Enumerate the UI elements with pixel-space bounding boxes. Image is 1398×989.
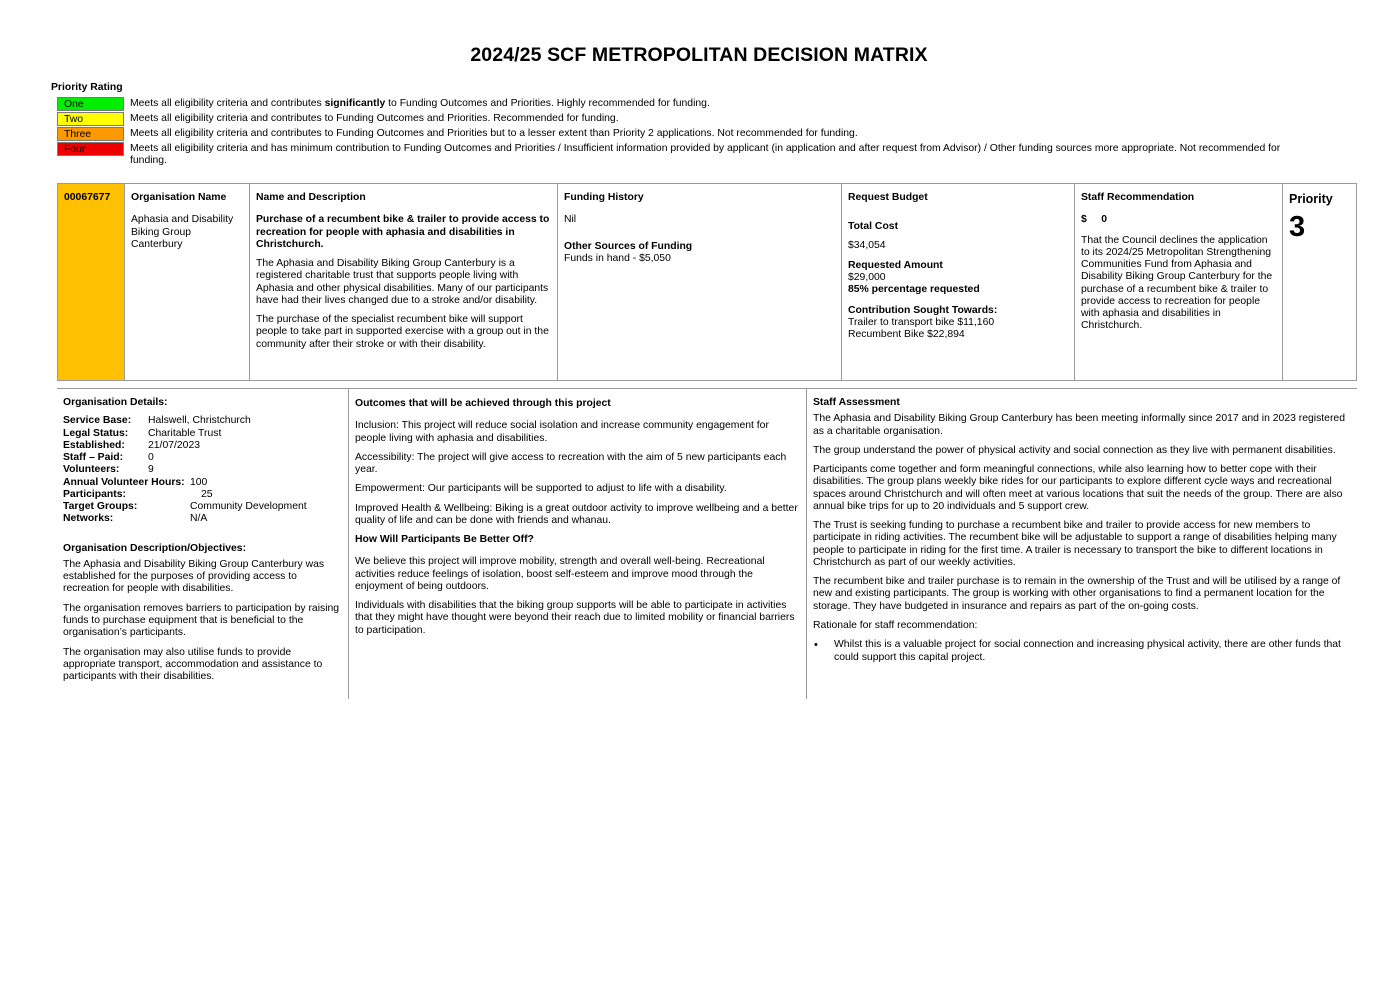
staff-recommendation-cell [1075,184,1283,380]
contribution-item: Trailer to transport bike $11,160 [848,316,995,328]
name-description-heading: Name and Description [256,192,366,203]
priority-cell [1283,184,1356,380]
staff-assessment-column [807,389,1357,699]
legend-desc-text: Meets all eligibility criteria and contributes [130,98,325,109]
rationale-list [813,639,1351,664]
total-cost-value: $34,054 [848,239,886,251]
outcome-item: Inclusion: This project will reduce social isolation and increase community engagement for people living with aphasia and disabilities. [355,420,769,444]
priority-value: 3 [1289,210,1306,243]
priority-rating-heading: Priority Rating [51,82,123,93]
other-funding-value: Funds in hand - $5,050 [564,252,671,264]
contribution-label: Contribution Sought Towards: [848,304,998,316]
percentage-requested: 85% percentage requested [848,284,980,296]
page-title: 2024/25 SCF METROPOLITAN DECISION MATRIX [470,44,928,66]
organisation-description: The Aphasia and Disability Biking Group Canterbury was established for the purposes of providing access to recreation for people with disabilities. [63,558,325,595]
recommended-amount: $ 0 [1081,214,1107,226]
staff-recommendation-text: That the Council declines the application to its 2024/25 Metropolitan Strengthening Communities Fund from Aphasia and Disability Biking Group Canterbury for the purchase of a recumbent bike & trailer to provide access to recreation for people with aphasia and disabilities in Christchurch. [1081,234,1273,332]
bullet-icon: • [814,639,818,652]
detail-value: Charitable Trust [148,427,222,439]
organisation-details-heading: Organisation Details: [63,397,168,408]
legend-desc-two: Meets all eligibility criteria and contributes to Funding Outcomes and Priorities. Recommended for funding. [130,113,619,124]
detail-row-staff-paid [63,452,342,464]
detail-value: 0 [148,452,154,464]
detail-value: 25 [201,488,213,500]
detail-value: 100 [190,476,208,488]
assessment-paragraph: The recumbent bike and trailer purchase is to remain in the ownership of the Trust and will be utilised by a range of new and existing participants. The group is working with other organisations to find a permanent location for the storage. They have budgeted in insurance and repairs as part of the on-going costs. [813,576,1341,612]
requested-amount-label: Requested Amount [848,259,943,271]
priority-heading: Priority [1289,192,1333,206]
priority-legend [57,97,1317,169]
organisation-details-column [57,389,349,699]
legend-desc-three: Meets all eligibility criteria and contributes to Funding Outcomes and Priorities but to a lesser extent than Priority 2 applications. Not recommended for funding. [130,128,858,139]
detail-value: 21/07/2023 [148,439,201,451]
request-budget-heading: Request Budget [848,192,928,203]
project-description-1: The Aphasia and Disability Biking Group Canterbury is a registered charitable trust that supports people living with Aphasia and other physical disabilities. Many of our participants have had their lives changed due to a stroke and/or disability. [256,258,549,306]
project-description-2: The purchase of the specialist recumbent bike will support people to take part in supported exercise with a group out in the community after their stroke or with their disability. [256,314,549,350]
outcomes-column [349,389,807,699]
detail-key: Participants: [63,488,126,500]
spacer [63,526,342,543]
assessment-paragraph: The group understand the power of physical activity and social connection as they live with permanent disabilities. [813,444,1336,456]
legend-swatch-three: Three [57,127,124,141]
legend-desc-one [124,97,1317,110]
organisation-description-heading: Organisation Description/Objectives: [63,542,247,554]
outcome-item: Improved Health & Wellbeing: Biking is a great outdoor activity to improve wellbeing and a better quality of life and can be done with friends and whanau. [355,502,798,526]
legend-row-three [57,127,1317,141]
application-id: 00067677 [58,184,125,380]
detail-key: Staff – Paid: [63,452,124,464]
assessment-paragraph: The Trust is seeking funding to purchase a recumbent bike and trailer to provide access for new members to participate in riding activities. The recumbent bike will be adjustable to support a range of disabilities helping many people to participate in riding for the first time. A trailer is necessary to transport the bike to different locations in Christchurch as part of our weekly activities. [813,520,1337,568]
details-section [57,389,1357,699]
staff-recommendation-heading: Staff Recommendation [1081,192,1195,203]
detail-key: Target Groups: [63,501,138,513]
detail-row-annual-hours [63,477,342,489]
other-funding-heading: Other Sources of Funding [564,240,693,252]
better-off-item: Individuals with disabilities that the biking group supports will be able to participate in activities that they might have thought were beyond their reach due to limited mobility or financial barriers to participation. [355,600,795,636]
better-off-heading: How Will Participants Be Better Off? [355,534,534,546]
decision-matrix-row [57,183,1357,381]
name-description-cell [250,184,558,380]
outcome-item: Accessibility: The project will give access to recreation with the aim of 5 new participants each year. [355,451,787,476]
legend-row-one [57,97,1317,111]
assessment-paragraph: Participants come together and form meaningful connections, while also learning how to better cope with their disabilities. The group plans weekly bike rides for our participants to explore different cycle ways and recreational spaces around Christchurch and will often meet at various locations that suit the needs of the group. There are also annual bike trips for up to 20 individuals and 5 support crew. [813,464,1343,512]
outcome-item: Empowerment: Our participants will be supported to adjust to life with a disability. [355,483,727,495]
funding-history-cell [558,184,842,380]
total-cost-label: Total Cost [848,221,899,233]
detail-value: Community Development [190,501,307,513]
staff-assessment-heading: Staff Assessment [813,397,900,408]
better-off-item: We believe this project will improve mobility, strength and overall well-being. Recreational activities reduce feelings of isolation, boost self-esteem and improve mood through the enjoyment of being outdoors. [355,556,765,592]
project-title: Purchase of a recumbent bike & trailer to provide access to recreation for people with aphasia and disabilities in Christchurch. [256,214,550,250]
funding-history-value: Nil [564,214,577,226]
detail-row-networks [63,513,342,525]
detail-value: Halswell, Christchurch [148,415,251,427]
rationale-heading: Rationale for staff recommendation: [813,619,978,631]
detail-row-established [63,440,342,452]
requested-amount-value: $29,000 [848,272,886,284]
funding-history-heading: Funding History [564,192,644,203]
detail-key: Established: [63,439,125,451]
detail-key: Service Base: [63,415,132,427]
organisation-name-heading: Organisation Name [131,192,227,203]
detail-row-volunteers [63,464,342,476]
rationale-item [813,639,1351,664]
assessment-paragraph: The Aphasia and Disability Biking Group Canterbury has been meeting informally since 2017 and in 2023 registered as a charitable organisation. [813,413,1345,437]
legend-swatch-four: Four [57,142,124,156]
detail-key: Networks: [63,513,114,525]
detail-key: Volunteers: [63,464,120,476]
legend-swatch-two: Two [57,112,124,126]
organisation-description: The organisation removes barriers to participation by raising funds to purchase equipment that is beneficial to the organisation’s participants. [63,602,340,639]
detail-key: Legal Status: [63,427,129,439]
detail-row-target-groups [63,501,342,513]
legend-desc-four: Meets all eligibility criteria and has minimum contribution to Funding Outcomes and Priorities / Insufficient information provided by applicant (in application and after request from Advisor) / Other funding sources more appropriate. Not recommended for funding. [130,143,1281,167]
detail-key: Annual Volunteer Hours: [63,476,185,488]
legend-desc-text: to Funding Outcomes and Priorities. Highly recommended for funding. [385,98,710,109]
request-budget-cell [842,184,1075,380]
legend-row-four [57,142,1317,168]
organisation-name-cell [125,184,250,380]
outcomes-heading: Outcomes that will be achieved through this project [355,398,611,409]
legend-desc-bold: significantly [324,98,386,109]
detail-row-service-base [63,415,342,427]
detail-value: N/A [190,513,208,525]
detail-row-participants [63,489,342,501]
rationale-text: Whilst this is a valuable project for social connection and increasing physical activity, there are other funds that could support this capital project. [834,639,1341,663]
organisation-name: Aphasia and Disability Biking Group Canterbury [131,214,234,250]
contribution-item: Recumbent Bike $22,894 [848,329,965,341]
detail-value: 9 [148,464,154,476]
legend-swatch-one: One [57,97,124,111]
legend-row-two [57,112,1317,126]
detail-row-legal-status [63,428,342,440]
organisation-description: The organisation may also utilise funds to provide appropriate transport, accommodation and assistance to participants with their disabilities. [63,646,323,683]
